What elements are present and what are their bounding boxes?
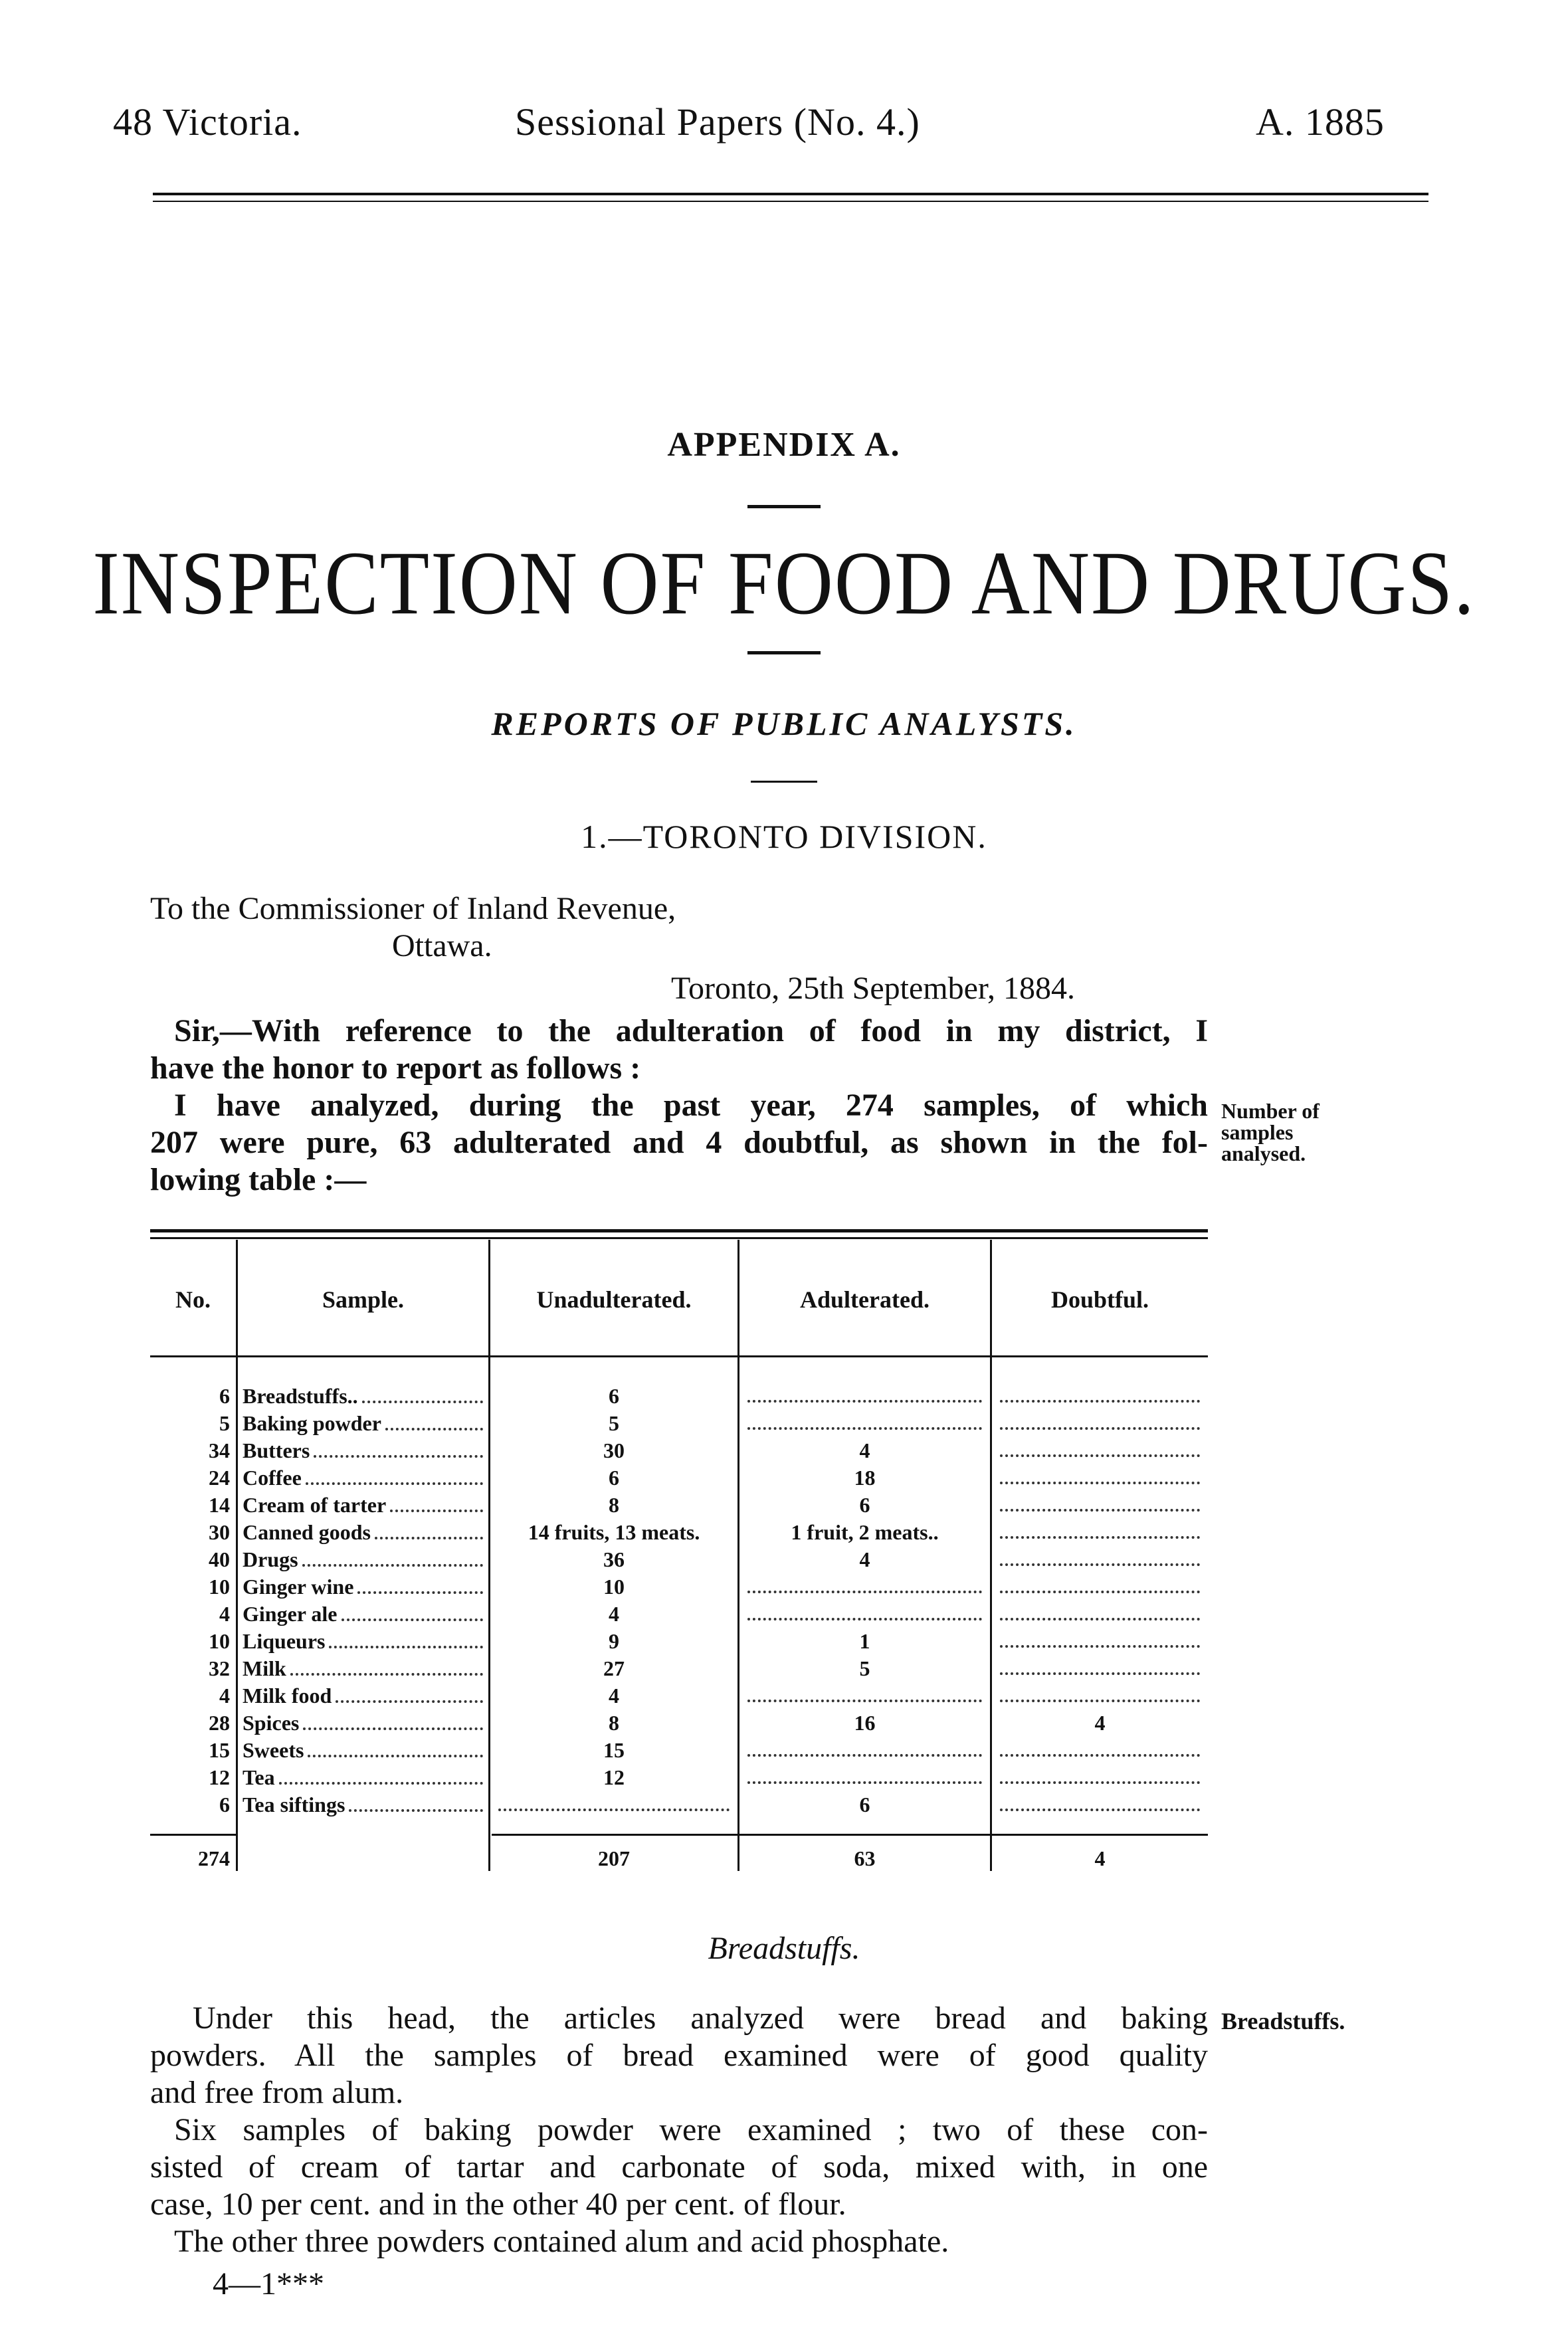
signature-mark: 4—1***	[213, 2266, 324, 2302]
cell-no: 30	[209, 1520, 230, 1544]
empty-cell-leader	[1000, 1672, 1200, 1675]
table-row	[0, 1763, 1568, 1791]
appendix-heading: APPENDIX A.	[667, 426, 901, 464]
sample-name: Milk food	[243, 1684, 332, 1708]
cell-no: 14	[209, 1493, 230, 1517]
dot-leader	[308, 1755, 483, 1757]
cell-unadulterated: 4	[609, 1684, 619, 1708]
cell-no: 40	[209, 1547, 230, 1571]
dot-leader	[357, 1591, 483, 1594]
cell-no: 6	[219, 1384, 230, 1408]
cell-unadulterated: 4	[609, 1602, 619, 1626]
cell-no: 6	[219, 1793, 230, 1816]
cell-sample	[243, 1763, 483, 1792]
cell-sample	[243, 1545, 483, 1574]
letter-para1-line2: have the honor to report as follows :	[150, 1050, 641, 1086]
cell-sample	[243, 1654, 483, 1683]
empty-cell-leader	[747, 1591, 982, 1593]
empty-cell-leader	[1000, 1509, 1200, 1512]
sample-name: Drugs	[243, 1547, 298, 1571]
dot-leader	[290, 1673, 483, 1676]
col-header-no: No.	[175, 1286, 211, 1313]
table-row	[0, 1409, 1568, 1436]
sample-name: Sweets	[243, 1738, 304, 1762]
dot-leader	[362, 1401, 483, 1403]
cell-unadulterated: 5	[609, 1411, 619, 1435]
sample-name: Butters	[243, 1438, 310, 1462]
total-doubtful: 4	[1094, 1846, 1106, 1870]
table-row	[0, 1518, 1568, 1545]
sample-name: Milk	[243, 1656, 286, 1680]
cell-no: 10	[209, 1575, 230, 1599]
empty-cell-leader	[1000, 1400, 1200, 1403]
empty-cell-leader	[1000, 1754, 1200, 1757]
dot-leader	[349, 1809, 483, 1812]
col-header-sample: Sample.	[322, 1286, 404, 1313]
table-row	[0, 1464, 1568, 1491]
section-p3-line1: The other three powders contained alum and acid phosphate.	[174, 2224, 949, 2259]
sample-name: Tea	[243, 1765, 275, 1789]
empty-cell-leader	[1000, 1454, 1200, 1457]
cell-unadulterated: 30	[603, 1438, 625, 1462]
header-rule-top	[153, 193, 1428, 195]
empty-cell-leader	[747, 1400, 982, 1403]
cell-no: 24	[209, 1466, 230, 1490]
dot-leader	[342, 1618, 484, 1621]
cell-sample	[243, 1736, 483, 1765]
empty-cell-leader	[1000, 1427, 1200, 1430]
empty-cell-leader	[1000, 1645, 1200, 1648]
dot-leader	[306, 1482, 483, 1485]
col-header-adulterated: Adulterated.	[800, 1286, 930, 1313]
cell-no: 12	[209, 1765, 230, 1789]
table-row	[0, 1709, 1568, 1736]
table-row	[0, 1682, 1568, 1709]
title-rule-1	[747, 505, 821, 508]
cell-adulterated: 6	[859, 1793, 870, 1816]
table-header-rule	[150, 1355, 1208, 1357]
col-header-doubtful: Doubtful.	[1050, 1286, 1149, 1313]
dot-leader	[302, 1564, 483, 1567]
sample-name: Cream of tarter	[243, 1493, 387, 1517]
section-p1-line2: powders. All the samples of bread examined were of good quality	[150, 2038, 1208, 2073]
empty-cell-leader	[1000, 1618, 1200, 1620]
letter-para2-line3: lowing table :—	[150, 1162, 367, 1197]
header-sessional-papers: Sessional Papers (No. 4.)	[515, 100, 920, 144]
table-total-rule-no	[150, 1834, 237, 1836]
sample-name: Breadstuffs..	[243, 1384, 358, 1408]
cell-adulterated: 18	[854, 1466, 876, 1490]
cell-sample	[243, 1409, 483, 1438]
cell-no: 28	[209, 1711, 230, 1735]
empty-cell-leader	[1000, 1809, 1200, 1811]
empty-cell-leader	[747, 1781, 982, 1784]
sample-name: Coffee	[243, 1466, 302, 1490]
cell-unadulterated: 6	[609, 1466, 619, 1490]
cell-no: 15	[209, 1738, 230, 1762]
section-heading: Breadstuffs.	[708, 1931, 860, 1966]
empty-cell-leader	[747, 1700, 982, 1702]
cell-adulterated: 5	[859, 1656, 870, 1680]
cell-no: 32	[209, 1656, 230, 1680]
page-subtitle: REPORTS OF PUBLIC ANALYSTS.	[491, 705, 1077, 742]
empty-cell-leader	[1000, 1536, 1200, 1539]
cell-sample	[243, 1464, 483, 1492]
header-volume: 48 Victoria.	[113, 100, 302, 144]
table-row	[0, 1791, 1568, 1818]
sample-name: Canned goods	[243, 1520, 371, 1544]
dateline: Toronto, 25th September, 1884.	[671, 971, 1075, 1006]
cell-sample	[243, 1491, 483, 1519]
title-rule-2	[747, 651, 821, 654]
cell-unadulterated: 8	[609, 1493, 619, 1517]
table-row	[0, 1491, 1568, 1518]
cell-adulterated: 4	[859, 1438, 870, 1462]
table-row	[0, 1545, 1568, 1573]
cell-unadulterated: 14 fruits, 13 meats.	[528, 1520, 700, 1544]
cell-no: 10	[209, 1629, 230, 1653]
cell-sample	[243, 1682, 483, 1710]
section-p1-line3: and free from alum.	[150, 2075, 404, 2110]
cell-no: 4	[219, 1602, 230, 1626]
empty-cell-leader	[498, 1809, 730, 1811]
sample-name: Ginger ale	[243, 1602, 338, 1626]
cell-sample	[243, 1382, 483, 1411]
empty-cell-leader	[747, 1618, 982, 1620]
total-adulterated: 63	[854, 1846, 876, 1870]
cell-no: 34	[209, 1438, 230, 1462]
table-total-rule	[492, 1834, 1208, 1836]
table-row	[0, 1600, 1568, 1627]
table-row	[0, 1436, 1568, 1464]
page-title: INSPECTION OF FOOD AND DRUGS.	[92, 533, 1476, 634]
section-p1-line1: Under this head, the articles analyzed were bread and baking	[193, 2001, 1208, 2036]
cell-adulterated: 6	[859, 1493, 870, 1517]
dot-leader	[385, 1428, 483, 1430]
dot-leader	[375, 1537, 483, 1539]
cell-unadulterated: 10	[603, 1575, 625, 1599]
cell-sample	[243, 1627, 483, 1656]
dot-leader	[336, 1700, 483, 1703]
address-line-1: To the Commissioner of Inland Revenue,	[150, 891, 676, 926]
cell-sample	[243, 1518, 483, 1547]
table-top-rule-2	[150, 1237, 1208, 1239]
cell-unadulterated: 27	[603, 1656, 625, 1680]
cell-adulterated: 1 fruit, 2 meats..	[791, 1520, 939, 1544]
cell-unadulterated: 15	[603, 1738, 625, 1762]
empty-cell-leader	[1000, 1781, 1200, 1784]
empty-cell-leader	[1000, 1563, 1200, 1566]
cell-unadulterated: 12	[603, 1765, 625, 1789]
sample-name: Ginger wine	[243, 1575, 354, 1599]
address-line-2: Ottawa.	[392, 928, 492, 963]
margin-note-breadstuffs: Breadstuffs.	[1221, 2008, 1345, 2034]
letter-para2-line2: 207 were pure, 63 adulterated and 4 doubtful, as shown in the fol-	[150, 1125, 1208, 1160]
empty-cell-leader	[1000, 1591, 1200, 1593]
cell-no: 4	[219, 1684, 230, 1708]
cell-adulterated: 1	[859, 1629, 870, 1653]
division-heading: 1.—TORONTO DIVISION.	[581, 818, 987, 855]
cell-doubtful: 4	[1094, 1711, 1106, 1735]
cell-unadulterated: 9	[609, 1629, 619, 1653]
empty-cell-leader	[1000, 1700, 1200, 1702]
section-p2-line3: case, 10 per cent. and in the other 40 per cent. of flour.	[150, 2187, 846, 2222]
table-row	[0, 1382, 1568, 1409]
cell-sample	[243, 1791, 483, 1819]
empty-cell-leader	[747, 1427, 982, 1430]
total-unadulterated: 207	[598, 1846, 630, 1870]
cell-unadulterated: 36	[603, 1547, 625, 1571]
empty-cell-leader	[747, 1754, 982, 1757]
cell-sample	[243, 1709, 483, 1737]
dot-leader	[314, 1455, 483, 1458]
sample-name: Liqueurs	[243, 1629, 326, 1653]
cell-adulterated: 4	[859, 1547, 870, 1571]
cell-sample	[243, 1436, 483, 1465]
cell-adulterated: 16	[854, 1711, 876, 1735]
table-top-rule	[150, 1229, 1208, 1232]
margin-note-samples: Number of samples analysed.	[1221, 1099, 1320, 1165]
letter-para2-line1: I have analyzed, during the past year, 274 samples, of which	[174, 1088, 1208, 1123]
table-row	[0, 1573, 1568, 1600]
cell-sample	[243, 1573, 483, 1601]
dot-leader	[329, 1646, 483, 1648]
cell-no: 5	[219, 1411, 230, 1435]
sample-name: Tea siftings	[243, 1793, 345, 1816]
dot-leader	[390, 1510, 483, 1512]
dot-leader	[279, 1782, 483, 1785]
section-p2-line2: sisted of cream of tartar and carbonate of soda, mixed with, in one	[150, 2149, 1208, 2185]
table-row	[0, 1736, 1568, 1763]
table-row	[0, 1654, 1568, 1682]
header-year: A. 1885	[1256, 100, 1385, 144]
header-rule-bottom	[153, 201, 1428, 202]
table-row	[0, 1627, 1568, 1654]
cell-unadulterated: 6	[609, 1384, 619, 1408]
empty-cell-leader	[1000, 1482, 1200, 1484]
sample-name: Spices	[243, 1711, 300, 1735]
cell-unadulterated: 8	[609, 1711, 619, 1735]
sample-name: Baking powder	[243, 1411, 381, 1435]
col-header-unadulterated: Unadulterated.	[536, 1286, 692, 1313]
title-rule-3	[751, 781, 817, 783]
total-no: 274	[198, 1846, 230, 1870]
letter-para1-line1: Sir,—With reference to the adulteration of food in my district, I	[174, 1013, 1208, 1048]
dot-leader	[303, 1727, 483, 1730]
cell-sample	[243, 1600, 483, 1628]
section-p2-line1: Six samples of baking powder were examined ; two of these con-	[174, 2112, 1208, 2147]
